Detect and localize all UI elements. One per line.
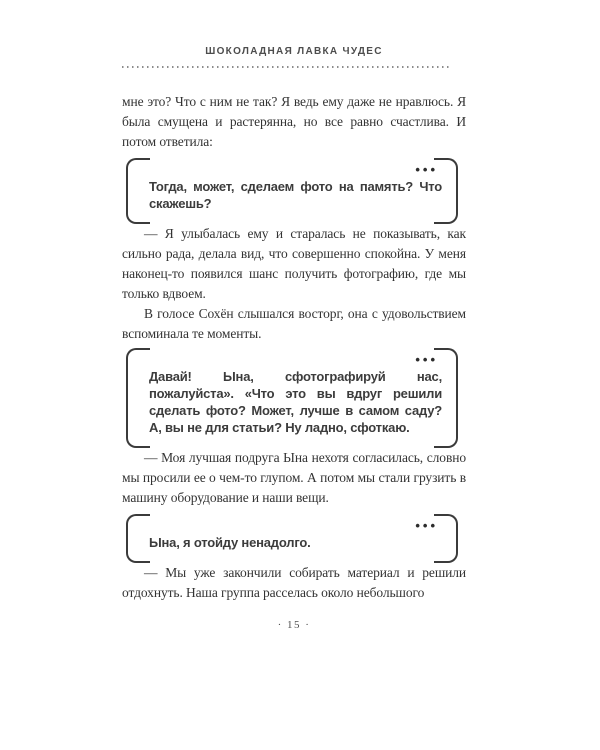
running-header-title: ШОКОЛАДНАЯ ЛАВКА ЧУДЕС [205,46,383,57]
quote-block [126,348,458,448]
body-paragraph: — Моя лучшая подруга Ына нехотя согласилась, словно мы просили ее о чем-то глупом. А потом мы стали грузить в машину оборудование и наши вещи. [122,450,466,505]
dotted-separator [122,66,452,68]
body-paragraph: В голосе Сохён слышался восторг, она с удовольствием вспоминала те моменты. [122,306,466,341]
right-bracket-decoration [434,158,458,224]
quote-block [126,158,458,224]
ellipsis-icon: ••• [415,518,438,533]
body-paragraph: мне это? Что с ним не так? Я ведь ему даже не нравлюсь. Я была смущена и растерянна, но все равно счастлива. И потом ответила: [122,94,466,149]
text-column [122,46,466,631]
left-bracket-decoration [126,348,150,448]
page-number: · 15 · [277,619,311,631]
body-paragraph: — Мы уже закончили собирать материал и решили отдохнуть. Наша группа расселась около небольшого [122,565,466,600]
left-bracket-decoration [126,158,150,224]
ellipsis-icon: ••• [415,162,438,177]
quote-text: Ына, я отойду ненадолго. [149,535,311,550]
right-bracket-decoration [434,348,458,448]
quote-block [126,514,458,563]
left-bracket-decoration [126,514,150,563]
right-bracket-decoration [434,514,458,563]
page-body [122,92,466,603]
quote-text: Тогда, может, сделаем фото на память? Что скажешь? [149,179,442,211]
ellipsis-icon: ••• [415,352,438,367]
quote-text: Давай! Ына, сфотографируй нас, пожалуйста». «Что это вы вдруг решили сделать фото? Может, лучше в самом саду? А, вы не для статьи? Ну ладно, сфоткаю. [149,369,442,435]
body-paragraph: — Я улыбалась ему и старалась не показывать, как сильно рада, делала вид, что совершенно спокойна. У меня наконец-то появился шанс получить фотографию, где мы только вдвоем. [122,226,466,301]
